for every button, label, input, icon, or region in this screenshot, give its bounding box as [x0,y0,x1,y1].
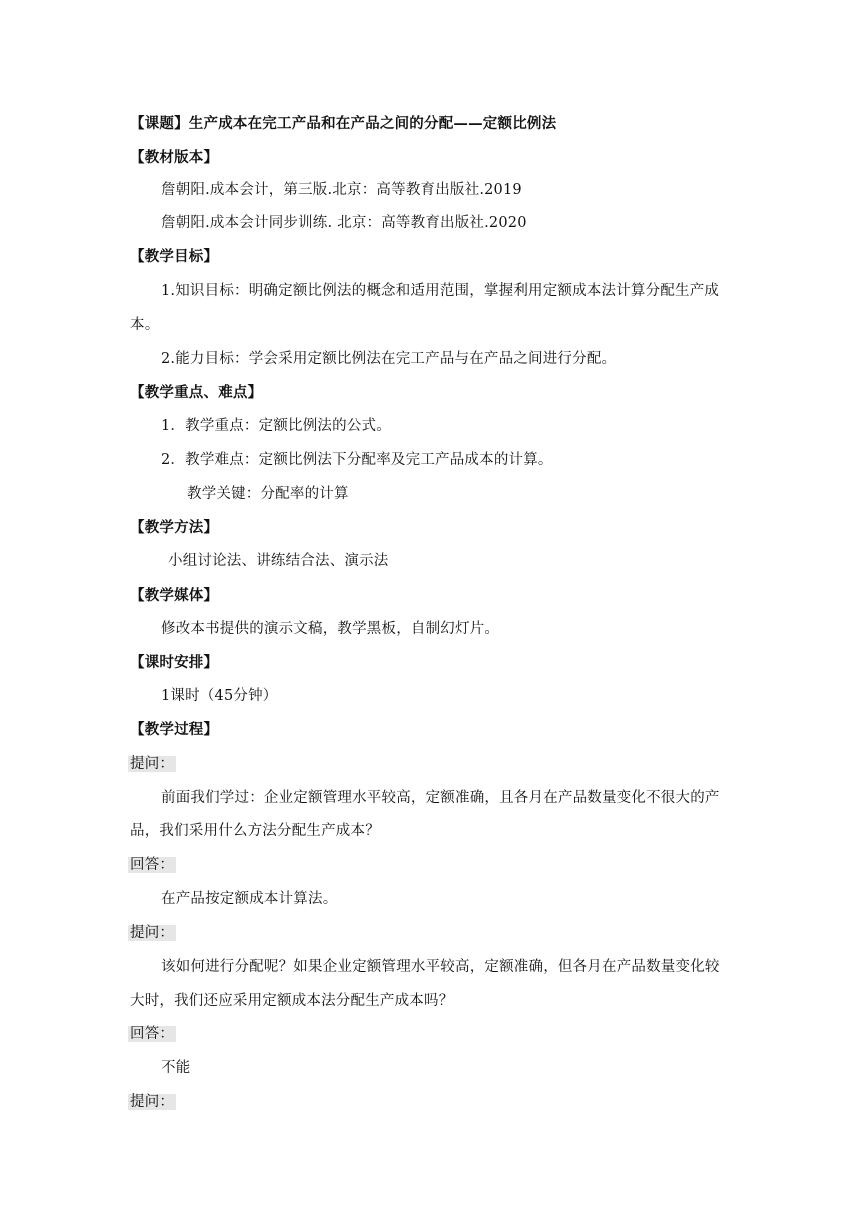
methods-heading: 【教学方法】 [130,519,219,536]
question-label: 提问： [130,756,175,772]
textbook-line: 詹朝阳.成本会计，第三版.北京：高等教育出版社.2019 [161,182,522,198]
question-label: 提问： [130,925,175,941]
answer-text: 不能 [161,1060,191,1076]
question-text-cont: 大时，我们还应采用定额成本法分配生产成本吗？ [130,993,454,1009]
key-point-item: 1．教学重点：定额比例法的公式。 [161,418,391,434]
answer-label: 回答： [130,1026,175,1042]
media-text: 修改本书提供的演示文稿，教学黑板，自制幻灯片。 [161,621,500,637]
objective-item-1-cont: 本。 [130,317,160,333]
key-point-item: 2．教学难点：定额比例法下分配率及完工产品成本的计算。 [161,452,553,468]
schedule-heading: 【课时安排】 [130,654,219,671]
objectives-heading: 【教学目标】 [130,248,219,265]
methods-text: 小组讨论法、讲练结合法、演示法 [168,553,389,569]
media-heading: 【教学媒体】 [130,587,219,604]
objective-item-1: 1.知识目标：明确定额比例法的概念和适用范围，掌握利用定额成本法计算分配生产成 [161,283,720,299]
key-points-heading: 【教学重点、难点】 [130,384,263,401]
question-label: 提问： [130,1094,175,1110]
topic-heading: 【课题】生产成本在完工产品和在产品之间的分配——定额比例法 [130,115,557,132]
question-text: 该如何进行分配呢？如果企业定额管理水平较高，定额准确，但各月在产品数量变化较 [161,959,720,975]
question-text-cont: 品，我们采用什么方法分配生产成本？ [130,823,380,839]
question-text: 前面我们学过：企业定额管理水平较高，定额准确，且各月在产品数量变化不很大的产 [161,790,720,806]
textbook-line: 詹朝阳.成本会计同步训练. 北京：高等教育出版社.2020 [161,215,527,231]
process-heading: 【教学过程】 [130,721,219,738]
key-point-item: 教学关键：分配率的计算 [187,486,349,502]
objective-item-2: 2.能力目标：学会采用定额比例法在完工产品与在产品之间进行分配。 [161,351,617,367]
answer-label: 回答： [130,857,175,873]
answer-text: 在产品按定额成本计算法。 [161,891,338,907]
textbook-heading: 【教材版本】 [130,149,219,166]
schedule-text: 1课时（45分钟） [161,688,278,704]
